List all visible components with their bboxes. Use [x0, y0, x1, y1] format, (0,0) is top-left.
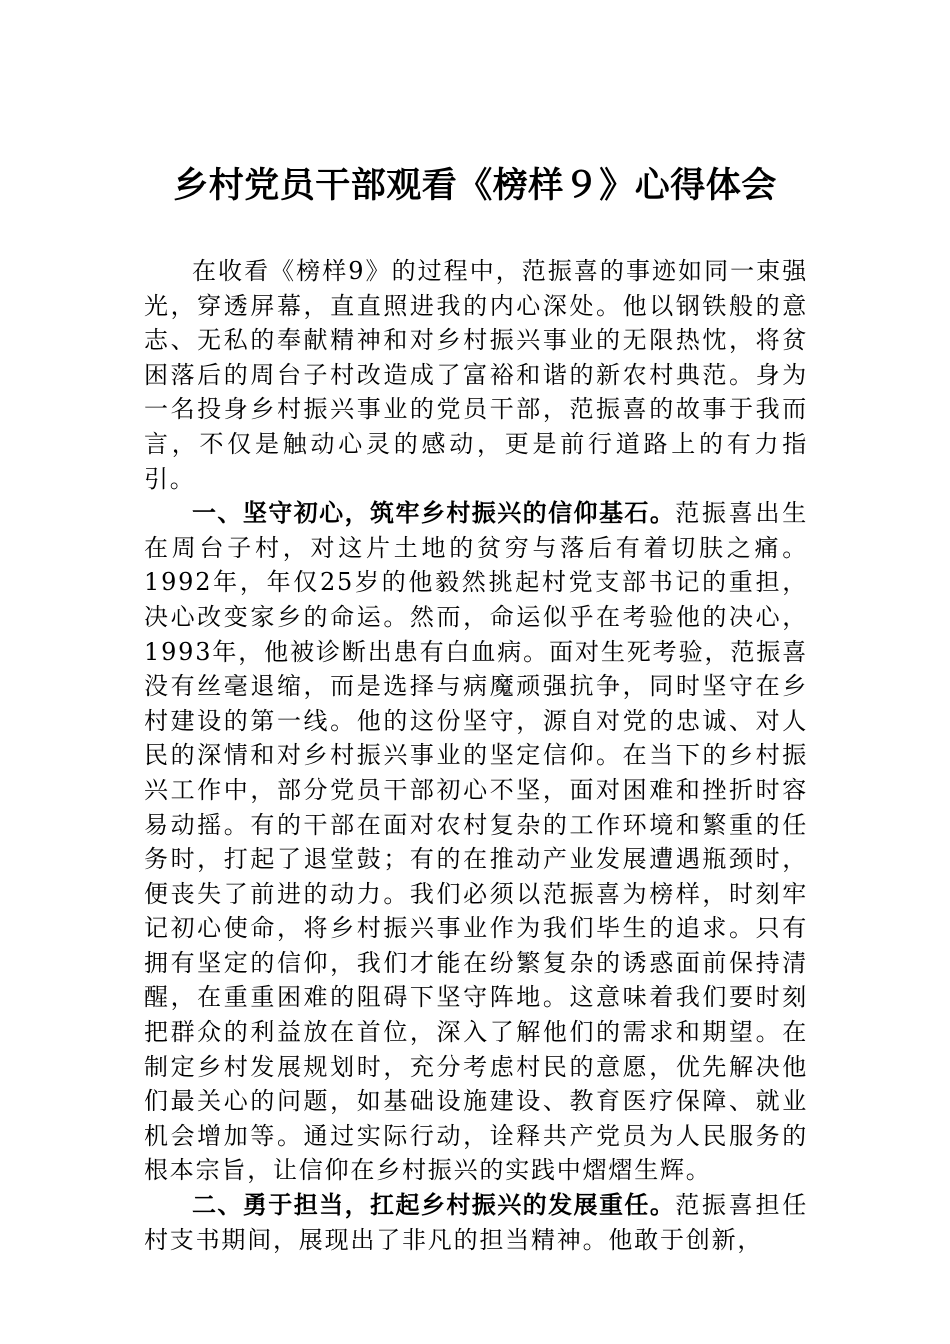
section-1-paragraph — [144, 496, 808, 1188]
section-2-paragraph — [144, 1188, 808, 1257]
section-2-text: 范振喜担任村支书期间，展现出了非凡的担当精神。他敢于创新， — [144, 1191, 809, 1254]
intro-paragraph: 在收看《榜样9》的过程中，范振喜的事迹如同一束强光，穿透屏幕，直直照进我的内心深处。他以钢铁般的意志、无私的奉献精神和对乡村振兴事业的无限热忱，将贫困落后的周台子村改造成了富裕和谐的新农村典范。身为一名投身乡村振兴事业的党员干部，范振喜的故事于我而言，不仅是触动心灵的感动，更是前行道路上的有力指引。 — [144, 257, 808, 493]
document-body — [144, 254, 808, 1257]
section-1-heading: 一、坚守初心，筑牢乡村振兴的信仰基石。 — [192, 499, 676, 528]
section-1-text: 范振喜出生在周台子村，对这片土地的贫穷与落后有着切肤之痛。1992年，年仅25岁的他毅然挑起村党支部书记的重担，决心改变家乡的命运。然而，命运似乎在考验他的决心，1993年，他被诊断出患有白血病。面对生死考验，范振喜没有丝毫退缩，而是选择与病魔顽强抗争，同时坚守在乡村建设的第一线。他的这份坚守，源自对党的忠诚、对人民的深情和对乡村振兴事业的坚定信仰。在当下的乡村振兴工作中，部分党员干部初心不坚，面对困难和挫折时容易动摇。有的干部在面对农村复杂的工作环境和繁重的任务时，打起了退堂鼓；有的在推动产业发展遭遇瓶颈时，便丧失了前进的动力。我们必须以范振喜为榜样，时刻牢记初心使命，将乡村振兴事业作为我们毕生的追求。只有拥有坚定的信仰，我们才能在纷繁复杂的诱惑面前保持清醒，在重重困难的阻碍下坚守阵地。这意味着我们要时刻把群众的利益放在首位，深入了解他们的需求和期望。在制定乡村发展规划时，充分考虑村民的意愿，优先解决他们最关心的问题，如基础设施建设、教育医疗保障、就业机会增加等。通过实际行动，诠释共产党员为人民服务的根本宗旨，让信仰在乡村振兴的实践中熠熠生辉。 — [144, 499, 809, 1185]
document-title: 乡村党员干部观看《榜样９》心得体会 — [173, 165, 777, 206]
section-2-heading: 二、勇于担当，扛起乡村振兴的发展重任。 — [192, 1191, 676, 1220]
